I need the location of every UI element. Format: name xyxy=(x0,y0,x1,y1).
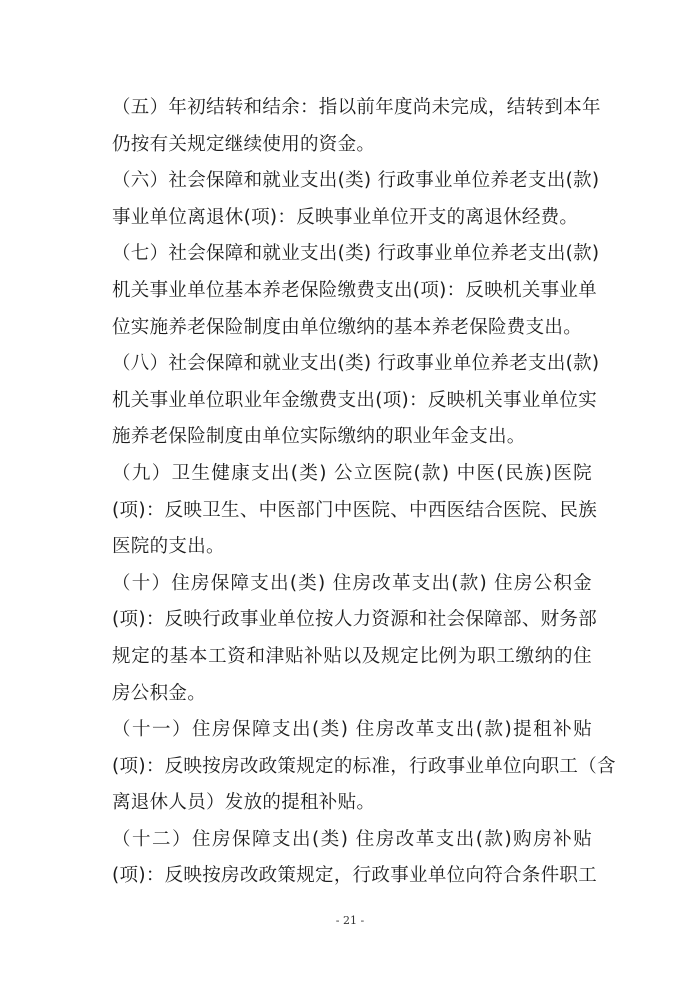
text-line: （五）年初结转和结余：指以前年度尚未完成，结转到本年 xyxy=(112,97,601,118)
text-line: （十）住房保障支出(类) 住房改革支出(款) 住房公积金 xyxy=(112,572,592,594)
text-line: 规定的基本工资和津贴补贴以及规定比例为职工缴纳的住 xyxy=(112,645,592,667)
text-line: （六）社会保障和就业支出(类) 行政事业单位养老支出(款) xyxy=(112,170,600,192)
text-line: 位实施养老保险制度由单位缴纳的基本养老保险费支出。 xyxy=(112,316,583,338)
text-line: 机关事业单位基本养老保险缴费支出(项)：反映机关事业单 xyxy=(112,279,598,301)
text-line: 事业单位离退休(项)：反映事业单位开支的离退休经费。 xyxy=(112,206,579,228)
text-line: （十一）住房保障支出(类) 住房改革支出(款)提租补贴 xyxy=(112,719,592,741)
text-line: (项)：反映行政事业单位按人力资源和社会保障部、财务部 xyxy=(112,609,598,631)
text-line: 房公积金。 xyxy=(112,682,207,704)
page-number: - 21 - xyxy=(335,914,365,927)
text-line: （八）社会保障和就业支出(类) 行政事业单位养老支出(款) xyxy=(112,353,600,375)
text-line: 施养老保险制度由单位实际缴纳的职业年金支出。 xyxy=(112,426,526,448)
text-line: (项)：反映卫生、中医部门中医院、中西医结合医院、民族 xyxy=(112,499,598,521)
text-line: 仍按有关规定继续使用的资金。 xyxy=(112,133,376,155)
text-line: （十二）住房保障支出(类) 住房改革支出(款)购房补贴 xyxy=(112,828,592,850)
text-line: (项)：反映按房改政策规定，行政事业单位向符合条件职工 xyxy=(112,865,598,887)
text-line: （七）社会保障和就业支出(类) 行政事业单位养老支出(款) xyxy=(112,243,600,265)
text-line: (项)：反映按房改政策规定的标准，行政事业单位向职工（含 xyxy=(112,755,616,777)
text-line: （九）卫生健康支出(类) 公立医院(款) 中医(民族)医院 xyxy=(112,462,592,484)
text-line: 离退休人员）发放的提租补贴。 xyxy=(112,792,376,814)
text-line: 医院的支出。 xyxy=(112,536,225,558)
body-text xyxy=(112,90,616,895)
text-line: 机关事业单位职业年金缴费支出(项)：反映机关事业单位实 xyxy=(112,389,598,411)
